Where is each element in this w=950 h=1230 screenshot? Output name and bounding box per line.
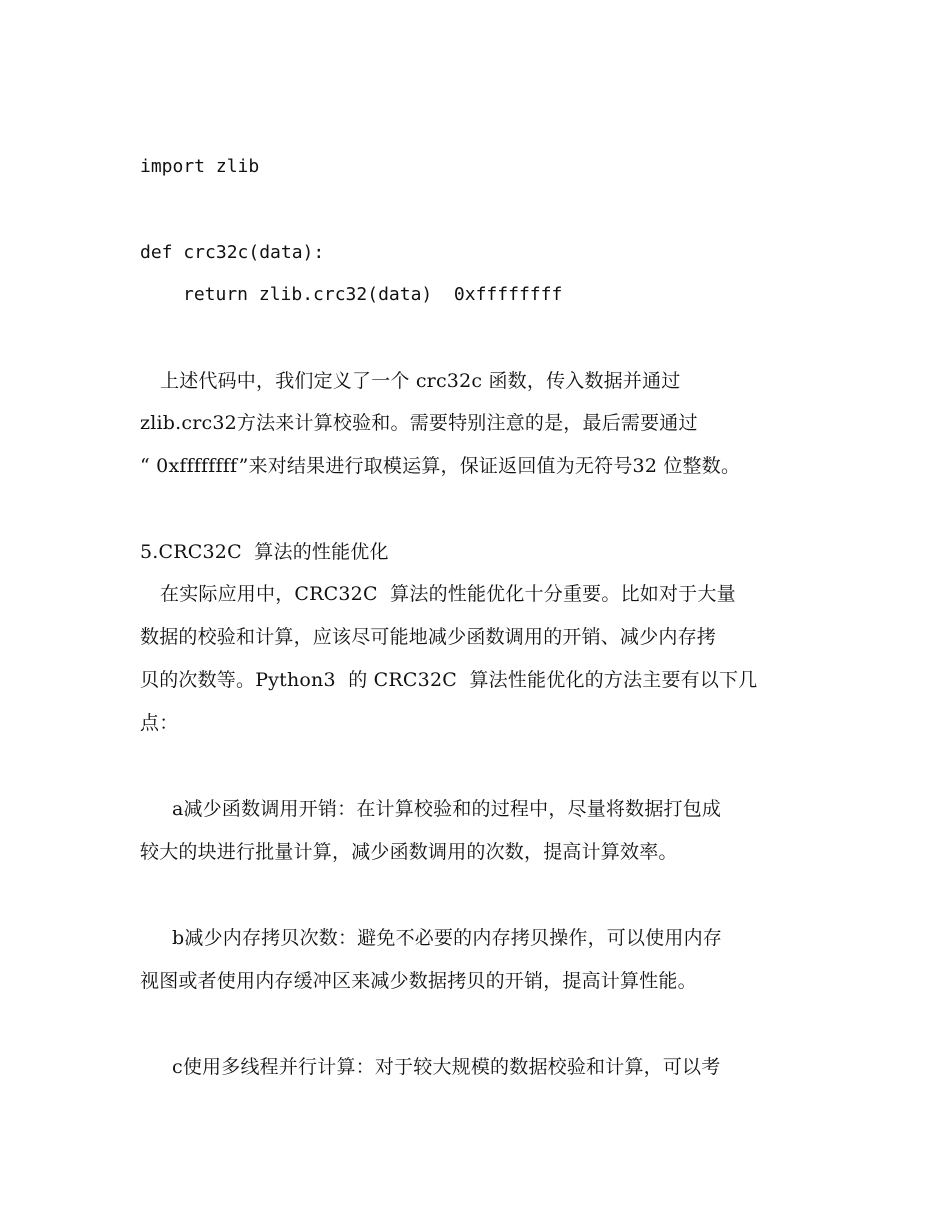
- code-return-line: return zlib.crc32(data) 0xffffffff: [183, 284, 563, 305]
- section-paragraph-line-3: 贝的次数等。Python3 的 CRC32C 算法性能优化的方法主要有以下几: [140, 669, 758, 691]
- list-item-b-line-2: 视图或者使用内存缓冲区来减少数据拷贝的开销，提高计算性能。: [140, 970, 697, 992]
- section-paragraph-line-4: 点：: [140, 712, 179, 734]
- section-heading: 5.CRC32C 算法的性能优化: [140, 541, 389, 563]
- code-def-line: def crc32c(data):: [140, 242, 325, 263]
- list-item-b-line-1: b减少内存拷贝次数：避免不必要的内存拷贝操作，可以使用内存: [172, 927, 722, 949]
- explanation-line-3: “ 0xffffffff”来对结果进行取模运算，保证返回值为无符号32 位整数。: [140, 455, 741, 477]
- explanation-line-1: 上述代码中，我们定义了一个 crc32c 函数，传入数据并通过: [160, 370, 681, 392]
- explanation-line-2: zlib.crc32方法来计算校验和。需要特别注意的是，最后需要通过: [140, 412, 698, 434]
- section-paragraph-line-2: 数据的校验和计算，应该尽可能地减少函数调用的开销、减少内存拷: [140, 626, 717, 648]
- list-item-c-line-1: c使用多线程并行计算：对于较大规模的数据校验和计算，可以考: [172, 1056, 721, 1078]
- list-item-a-line-2: 较大的块进行批量计算，减少函数调用的次数，提高计算效率。: [140, 841, 678, 863]
- code-import-line: import zlib: [140, 156, 260, 177]
- list-item-a-line-1: a减少函数调用开销：在计算校验和的过程中，尽量将数据打包成: [172, 798, 722, 820]
- section-paragraph-line-1: 在实际应用中，CRC32C 算法的性能优化十分重要。比如对于大量: [160, 583, 736, 605]
